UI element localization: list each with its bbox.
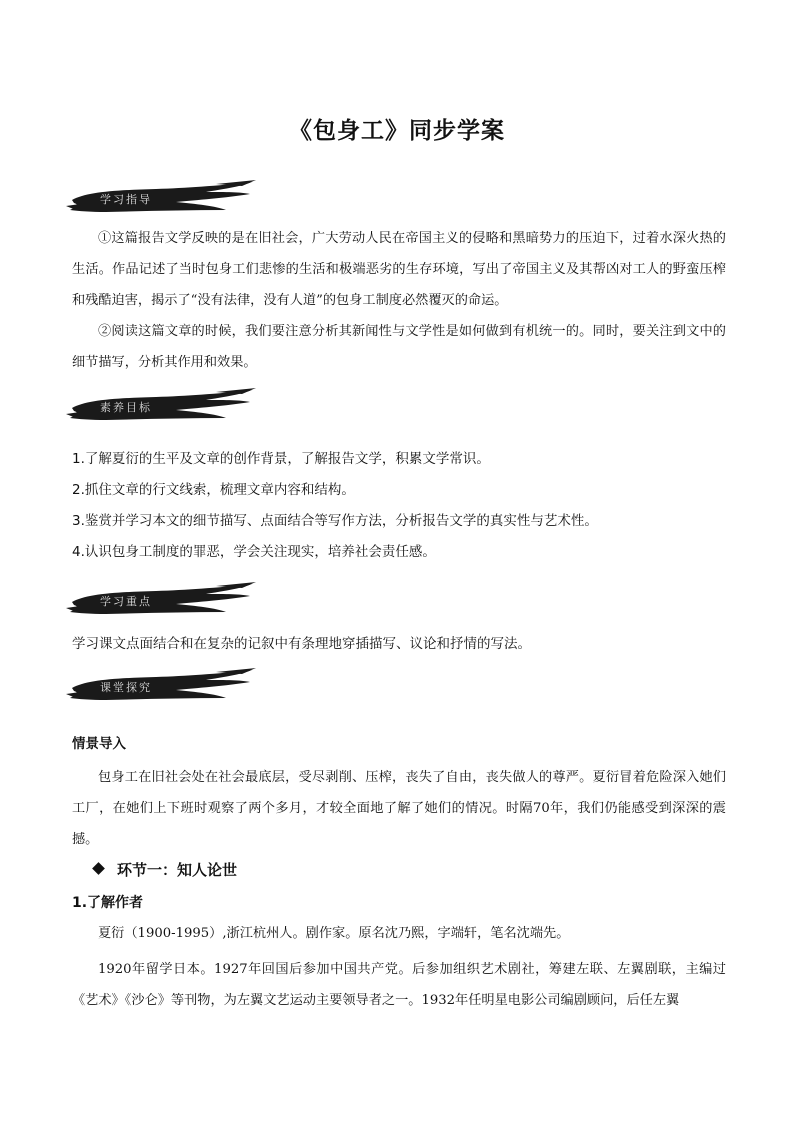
focus-text: 学习课文点面结合和在复杂的记叙中有条理地穿插描写、议论和抒情的写法。 — [72, 636, 531, 652]
goal-item: 1.了解夏衍的生平及文章的创作背景，了解报告文学，积累文学常识。 — [72, 451, 490, 467]
page-title: 《包身工》同步学案 — [289, 118, 505, 144]
section-label: 学习重点 — [100, 595, 152, 608]
brush-stroke-icon — [66, 388, 256, 422]
section-banner-guide — [66, 180, 256, 214]
guide-paragraph-1: ①这篇报告文学反映的是在旧社会，广大劳动人民在帝国主义的侵略和黑暗势力的压迫下，过着水深火热的生活。作品记述了当时包身工们悲惨的生活和极端恶劣的生存环境，写出了帝国主义及其帮凶对工人的野蛮压榨和残酷迫害，揭示了“没有法律，没有人道”的包身工制度必然覆灭的命运。 — [72, 231, 726, 308]
section-banner-focus — [66, 582, 256, 616]
brush-stroke-icon — [66, 668, 256, 702]
author-paragraph-2: 1920年留学日本。1927年回国后参加中国共产党。后参加组织艺术剧社，筹建左联、左翼剧联，主编过《艺术》《沙仑》等刊物，为左翼文艺运动主要领导者之一。1932年任明星电影公司编剧顾问，后任左翼 — [72, 962, 726, 1008]
brush-stroke-icon — [66, 180, 256, 214]
section-label: 学习指导 — [100, 193, 152, 206]
step-heading — [94, 859, 237, 880]
step-heading-text: 环节一：知人论世 — [117, 861, 238, 879]
section-banner-process — [66, 668, 256, 702]
brush-stroke-icon — [66, 582, 256, 616]
section-banner-goals — [66, 388, 256, 422]
goal-item: 4.认识包身工制度的罪恶，学会关注现实，培养社会责任感。 — [72, 544, 436, 560]
section-label: 课堂探究 — [100, 681, 152, 694]
goal-item: 2.抓住文章的行文线索，梳理文章内容和结构。 — [72, 482, 355, 498]
author-paragraph-1: 夏衍（1900-1995）,浙江杭州人。剧作家。原名沈乃熙，字端轩，笔名沈端先。 — [98, 926, 570, 941]
intro-paragraph: 包身工在旧社会处在社会最底层，受尽剥削、压榨，丧失了自由，丧失做人的尊严。夏衍冒着危险深入她们工厂，在她们上下班时观察了两个多月，才较全面地了解了她们的情况。时隔70年，我们仍能感受到深深的震撼。 — [72, 770, 726, 847]
section-label: 素养目标 — [100, 401, 152, 414]
sub-heading-author: 1.了解作者 — [72, 895, 144, 911]
diamond-bullet-icon — [92, 862, 105, 875]
goal-item: 3.鉴赏并学习本文的细节描写、点面结合等写作方法，分析报告文学的真实性与艺术性。 — [72, 513, 598, 529]
intro-heading: 情景导入 — [72, 736, 126, 752]
guide-paragraph-2: ②阅读这篇文章的时候，我们要注意分析其新闻性与文学性是如何做到有机统一的。同时，要关注到文中的细节描写，分析其作用和效果。 — [72, 324, 726, 370]
